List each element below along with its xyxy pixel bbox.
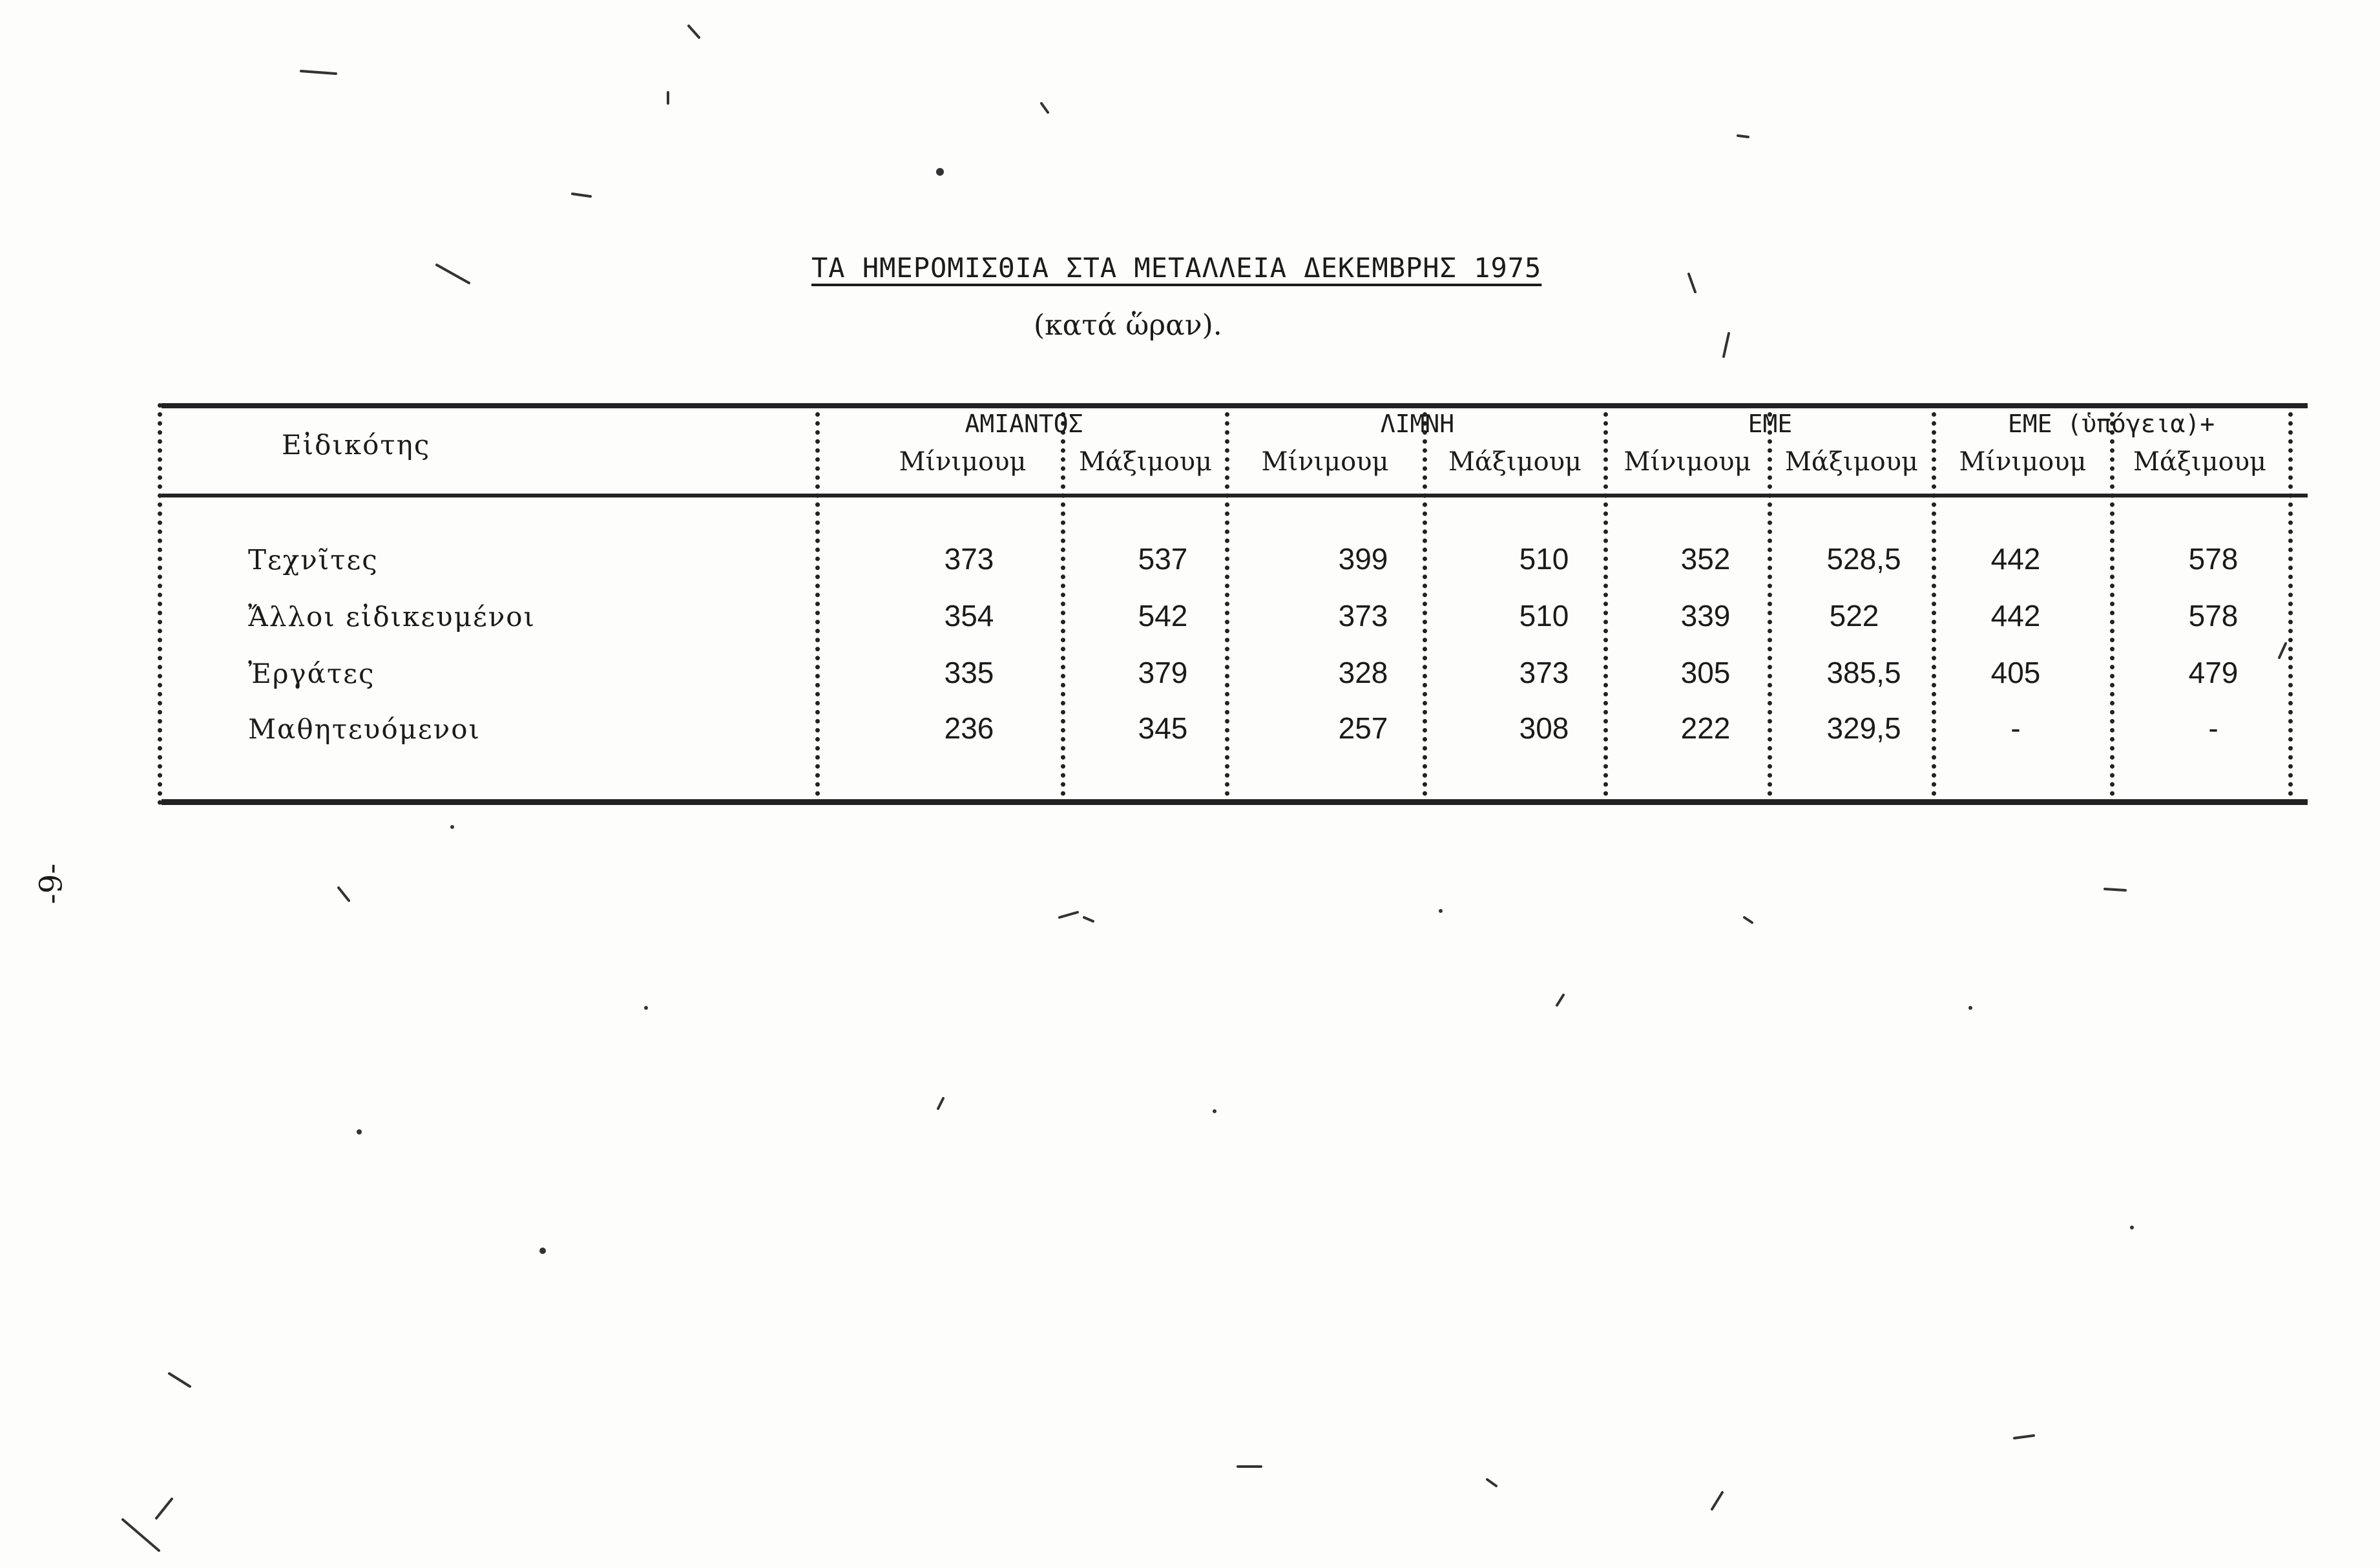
max-header: Μάξιμουμ — [1078, 447, 1213, 477]
group-header: ΕΜΕ (ὑπόγεια)+ — [2007, 410, 2215, 438]
document-subtitle: (κατά ὥραν). — [1034, 309, 1222, 342]
min-header: Μίνιμουμ — [1959, 447, 2087, 477]
table-cell: 578 — [2188, 599, 2239, 632]
table-cell: 442 — [1990, 542, 2041, 576]
table-cell: 222 — [1680, 711, 1731, 745]
min-header: Μίνιμουμ — [899, 447, 1027, 477]
table-cell: 537 — [1138, 542, 1188, 576]
table-top-rule — [162, 403, 2308, 408]
table-cell: 442 — [1990, 599, 2041, 632]
table-cell: 578 — [2188, 542, 2239, 576]
table-cell: 379 — [1138, 656, 1188, 689]
table-cell: 339 — [1680, 599, 1731, 632]
table-cell: 335 — [944, 656, 994, 689]
row-label: Ἄλλοι εἰδικευμένοι — [248, 601, 536, 632]
table-cell: 510 — [1519, 599, 1569, 632]
table-cell: 510 — [1519, 542, 1569, 576]
min-header: Μίνιμουμ — [1623, 447, 1751, 477]
table-cell: 345 — [1138, 711, 1188, 745]
table-cell: 373 — [1338, 599, 1388, 632]
row-label: Τεχνῖτες — [248, 544, 379, 576]
row-label: Ἐργάτες — [248, 658, 375, 689]
table-cell: 329,5 — [1826, 711, 1901, 745]
table-cell: 522 — [1829, 599, 1879, 632]
column-separator — [815, 403, 820, 805]
page-number: -9- — [33, 863, 70, 904]
specialty-header: Εἰδικότης — [282, 429, 431, 461]
table-cell: 308 — [1519, 711, 1569, 745]
table-cell: 257 — [1338, 711, 1388, 745]
table-cell: 305 — [1680, 656, 1731, 689]
table-cell: - — [2208, 711, 2218, 745]
document-title: ΤΑ ΗΜΕΡΟΜΙΣΘΙΑ ΣΤΑ ΜΕΤΑΛΛΕΙΑ ΔΕΚΕΜΒΡΗΣ 1975 — [811, 252, 1542, 284]
table-cell: 542 — [1138, 599, 1188, 632]
table-cell: 385,5 — [1826, 656, 1901, 689]
max-header: Μάξιμουμ — [1448, 447, 1582, 477]
table-cell: 352 — [1680, 542, 1731, 576]
table-cell: 236 — [944, 711, 994, 745]
table-cell: 479 — [2188, 656, 2239, 689]
table-cell: 328 — [1338, 656, 1388, 689]
table-cell: 354 — [944, 599, 994, 632]
table-cell: 399 — [1338, 542, 1388, 576]
table-cell: 373 — [944, 542, 994, 576]
table-cell: 373 — [1519, 656, 1569, 689]
row-label: Μαθητευόμενοι — [248, 713, 481, 745]
table-cell: 405 — [1990, 656, 2041, 689]
group-header: ΕΜΕ — [1748, 410, 1793, 438]
max-header: Μάξιμουμ — [2133, 447, 2267, 477]
group-header: ΛΙΜΝΗ — [1380, 410, 1455, 438]
table-cell: - — [2010, 711, 2021, 745]
table-cell: 528,5 — [1826, 542, 1901, 576]
group-header: ΑΜΙΑΝΤΟΣ — [965, 410, 1083, 438]
table-header-rule — [162, 494, 2308, 497]
table-bottom-rule — [162, 799, 2308, 805]
min-header: Μίνιμουμ — [1261, 447, 1389, 477]
table-left-border — [158, 403, 162, 805]
max-header: Μάξιμουμ — [1784, 447, 1919, 477]
